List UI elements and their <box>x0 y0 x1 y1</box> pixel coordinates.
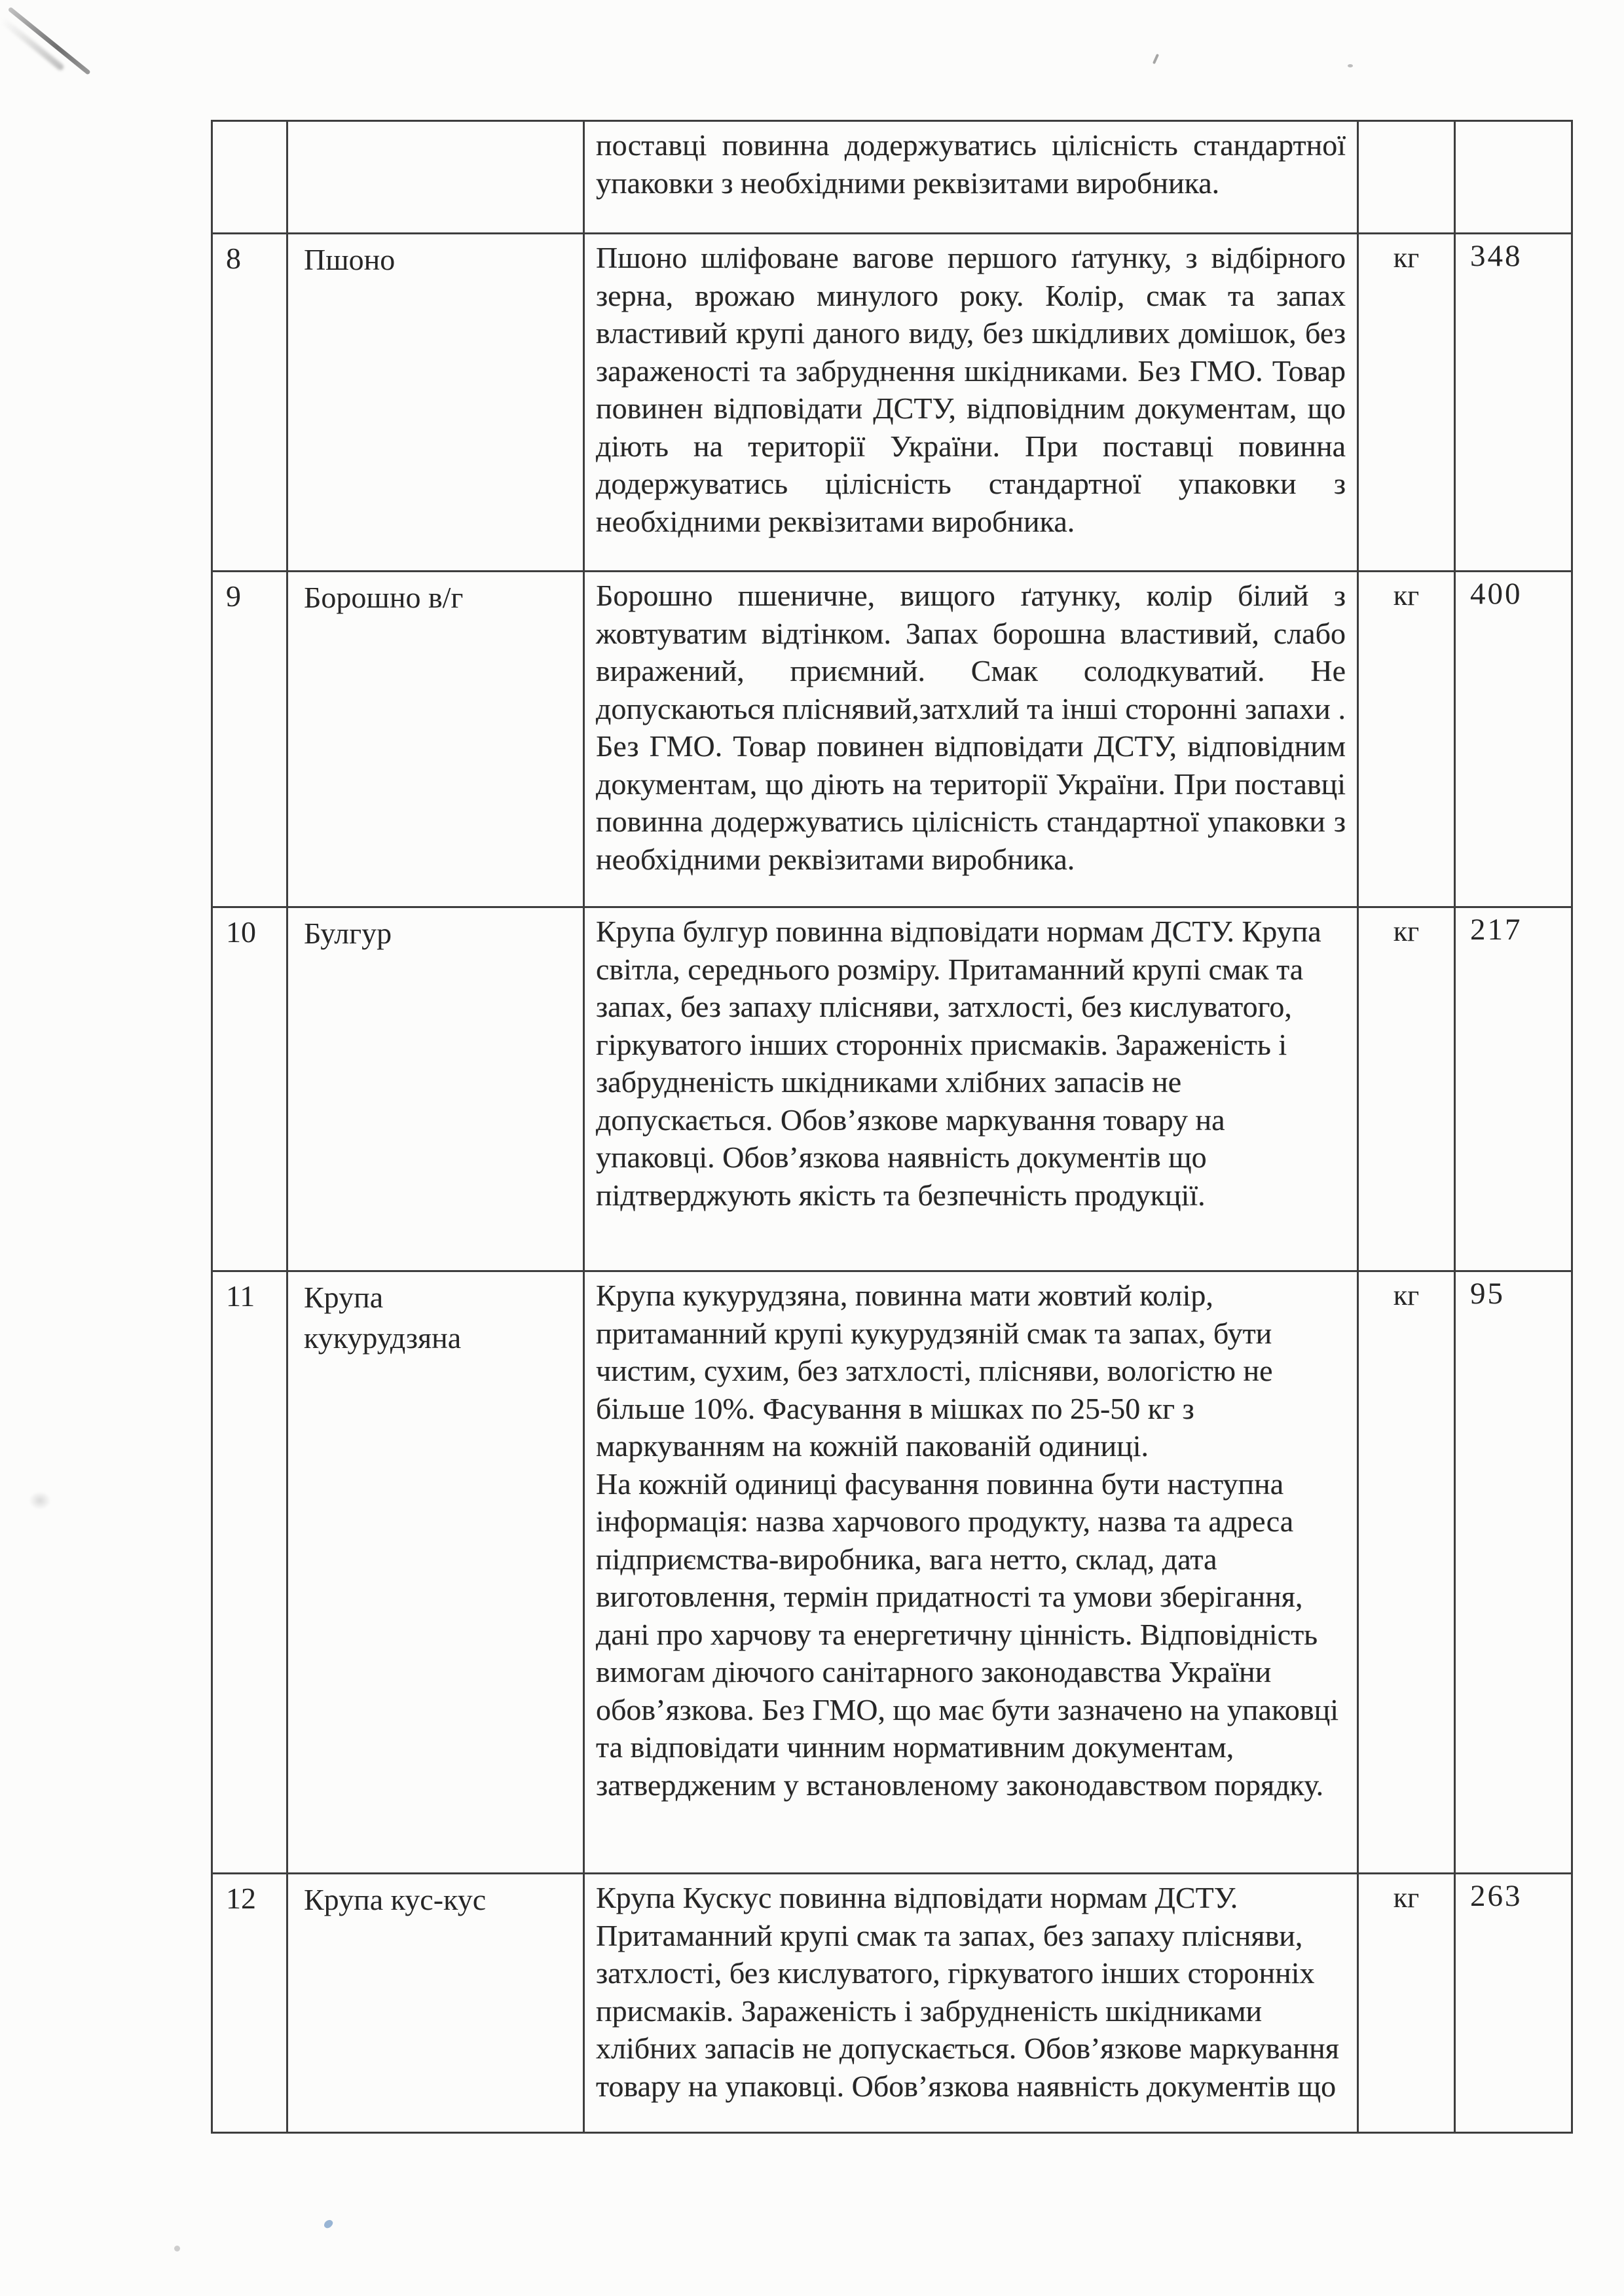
quantity-value: 263 <box>1470 1879 1522 1913</box>
product-name: Борошно в/г <box>304 581 464 614</box>
product-name: Пшоно <box>304 243 396 276</box>
product-description-cell <box>584 121 1358 234</box>
scan-artifact-tick <box>1153 54 1159 64</box>
product-description: Крупа кукурудзяна, повинна мати жовтий колір, притаманний крупі кукурудзяній смак та запах, бути чистим, сухим, без затхлості, плісняви, вологістю не більше 10%. Фасування в мішках по 25-50 кг з маркуванням на кожній пакованій одиниці. На кожній одиниці фасування повинна бути наступна інформація: назва харчового продукту, назва та адреса підприємства-виробника, вага нетто, склад, дата виготовлення, термін придатності та умови зберігання, дані про харчову та енергетичну цінність. Відповідність вимогам діючого санітарного законодавства України обов’язкова. Без ГМО, що має бути зазначено на упаковці та відповідати чинним нормативним документам, затвердженим у встановленому законодавством порядку. <box>596 1279 1339 1802</box>
product-name: Крупа кус-кус <box>304 1883 487 1916</box>
product-description: Крупа Кускус повинна відповідати нормам ДСТУ. Притаманний крупі смак та запах, без запаху плісняви, затхлості, без кислуватого, гіркуватого інших сторонніх присмаків. Зараженість і забрудненість шкідниками хлібних запасів не допускається. Обов’язкове маркування товару на упаковці. Обов’язкова наявність документів що <box>596 1881 1339 2103</box>
table-row <box>212 907 1572 1271</box>
unit-cell <box>1358 1271 1455 1874</box>
quantity-cell <box>1455 1271 1572 1874</box>
product-name-cell <box>287 1271 584 1874</box>
unit-value: кг <box>1393 1279 1420 1311</box>
product-name-cell <box>287 572 584 907</box>
quantity-cell <box>1455 572 1572 907</box>
row-number: 10 <box>226 915 256 949</box>
product-description-cell <box>584 907 1358 1271</box>
unit-cell <box>1358 1874 1455 2133</box>
unit-value: кг <box>1393 579 1420 611</box>
unit-cell <box>1358 234 1455 572</box>
unit-cell <box>1358 907 1455 1271</box>
table-row <box>212 121 1572 234</box>
row-number-cell <box>212 1271 287 1874</box>
product-description-cell <box>584 1874 1358 2133</box>
quantity-value: 217 <box>1470 913 1522 947</box>
product-name-cell <box>287 1874 584 2133</box>
row-number: 11 <box>226 1279 255 1313</box>
product-name: Булгур <box>304 917 392 950</box>
quantity-value: 400 <box>1470 577 1522 611</box>
unit-value: кг <box>1393 242 1420 274</box>
product-description-cell <box>584 1271 1358 1874</box>
product-description: Борошно пшеничне, вищого ґатунку, колір білий з жовтуватим відтінком. Запах борошна властивий, слабо виражений, приємний. Смак солодкуватий. Не допускаються пліснявий,затхлий та інші сторонні запахи . Без ГМО. Товар повинен відповідати ДСТУ, відповідним документам, що діють на території України. При поставці повинна додержуватись цілісність стандартної упаковки з необхідними реквізитами виробника. <box>596 579 1346 876</box>
product-name-cell <box>287 907 584 1271</box>
product-name-cell <box>287 234 584 572</box>
product-description-cell <box>584 234 1358 572</box>
scan-artifact-diagonal-line <box>8 7 91 75</box>
row-number-cell <box>212 121 287 234</box>
row-number <box>213 122 286 127</box>
table-row <box>212 234 1572 572</box>
product-name-cell <box>287 121 584 234</box>
row-number-cell <box>212 572 287 907</box>
quantity-value: 348 <box>1470 239 1522 273</box>
row-number: 8 <box>226 242 241 275</box>
table-row <box>212 1874 1572 2133</box>
unit-cell <box>1358 121 1455 234</box>
scan-artifact-blue-speck <box>323 2218 334 2230</box>
unit-cell <box>1358 572 1455 907</box>
quantity-cell <box>1455 121 1572 234</box>
product-description: Пшоно шліфоване вагове першого ґатунку, з відбірного зерна, врожаю минулого року. Колір, смак та запах властивий крупі даного виду, без шкідливих домішок, без зараженості та забруднення шкідниками. Без ГМО. Товар повинен відповідати ДСТУ, відповідним документам, що діють на території України. При поставці повинна додержуватись цілісність стандартної упаковки з необхідними реквізитами виробника. <box>596 241 1346 538</box>
row-number-cell <box>212 1874 287 2133</box>
unit-value <box>1359 122 1454 128</box>
row-number: 12 <box>226 1882 256 1915</box>
product-description: поставці повинна додержуватись цілісність стандартної упаковки з необхідними реквізитами виробника. <box>596 128 1346 200</box>
quantity-value <box>1456 122 1571 126</box>
quantity-cell <box>1455 1874 1572 2133</box>
row-number: 9 <box>226 579 241 613</box>
quantity-cell <box>1455 234 1572 572</box>
product-name <box>288 122 583 127</box>
product-description-cell <box>584 572 1358 907</box>
scan-artifact-gray-speck <box>174 2246 180 2251</box>
row-number-cell <box>212 907 287 1271</box>
product-name: Крупа кукурудзяна <box>304 1281 462 1355</box>
unit-value: кг <box>1393 915 1420 947</box>
quantity-value: 95 <box>1470 1277 1505 1311</box>
table-row <box>212 572 1572 907</box>
procurement-items-table <box>211 120 1573 2134</box>
table-row <box>212 1271 1572 1874</box>
scan-artifact-smudge <box>29 1491 51 1510</box>
scan-artifact-dot <box>1348 64 1353 67</box>
unit-value: кг <box>1393 1882 1420 1914</box>
product-description: Крупа булгур повинна відповідати нормам ДСТУ. Крупа світла, середнього розміру. Притаманний крупі смак та запах, без запаху плісняви, затхлості, без кислуватого, гіркуватого інших сторонніх присмаків. Зараженість і забрудненість шкідниками хлібних запасів не допускається. Обов’язкове маркування товару на упаковці. Обов’язкова наявність документів що підтверджують якість та безпечність продукції. <box>596 915 1321 1212</box>
quantity-cell <box>1455 907 1572 1271</box>
row-number-cell <box>212 234 287 572</box>
scan-artifact-diagonal-shadow <box>0 17 65 71</box>
